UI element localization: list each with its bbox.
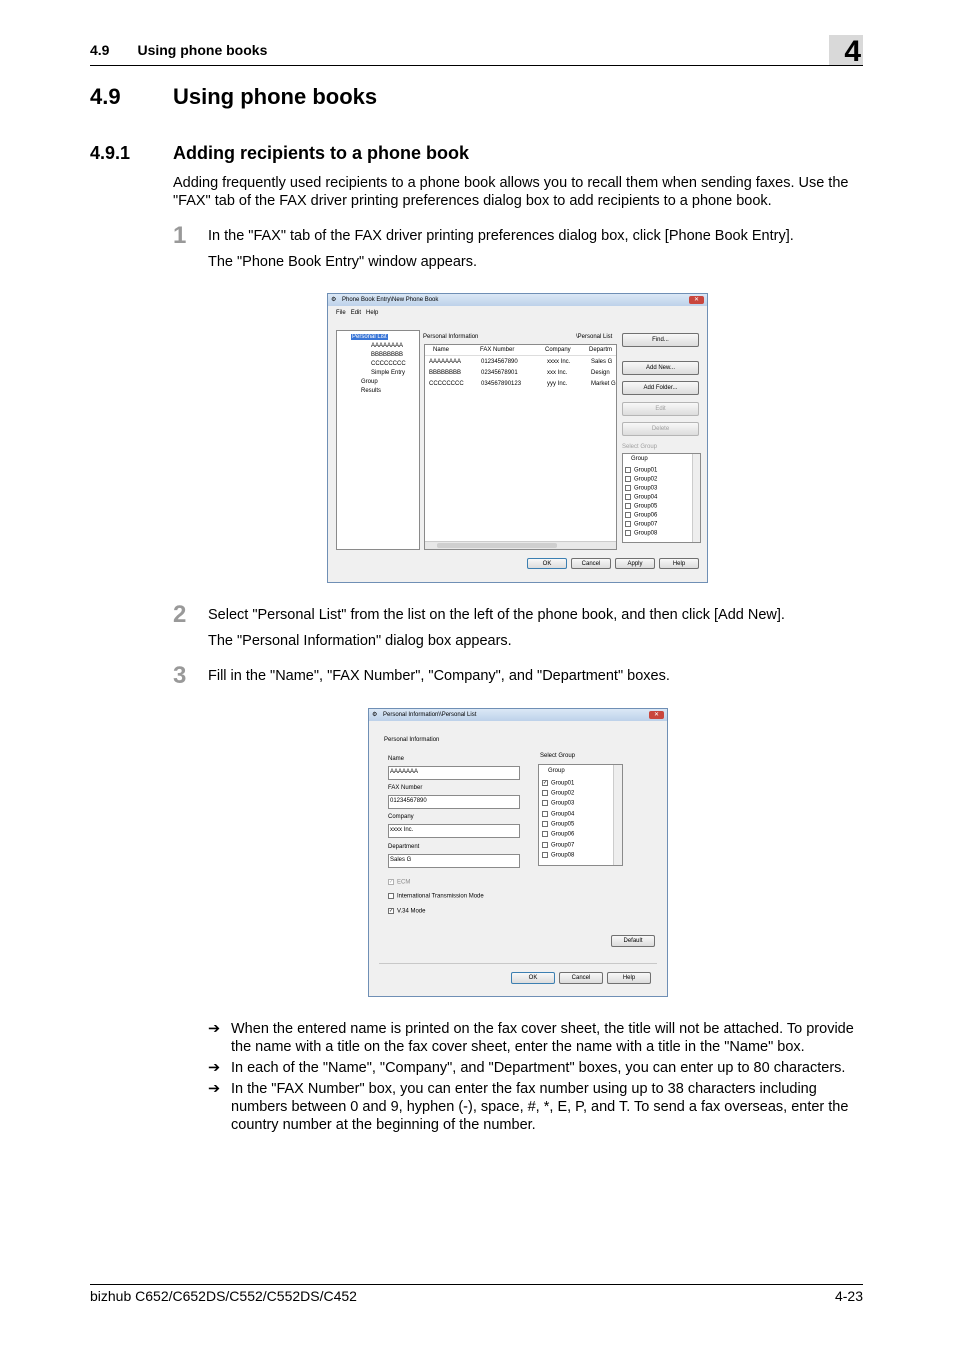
- cell-department: Sales G: [591, 359, 613, 365]
- list-header: [425, 345, 616, 356]
- checkbox[interactable]: [625, 476, 631, 482]
- window-title: Phone Book Entry\New Phone Book: [342, 297, 439, 303]
- step-number: 2: [173, 601, 187, 628]
- delete-button[interactable]: Delete: [622, 422, 699, 436]
- cancel-button[interactable]: Cancel: [571, 558, 611, 569]
- note-item: ➔ When the entered name is printed on the fax cover sheet, the title will not be attached. To provide the name with a title on the fax cover sheet, enter the name with a title in the "Name" box.: [208, 1021, 854, 1055]
- divider: [379, 963, 657, 964]
- group-item[interactable]: ✓ Group01: [543, 780, 575, 787]
- group-list: [622, 453, 701, 543]
- subsection-heading: [90, 143, 470, 164]
- tree-panel: [336, 330, 420, 550]
- international-transmission-option[interactable]: International Transmission Mode: [388, 893, 484, 900]
- cell-fax: 01234567890: [481, 359, 518, 365]
- cell-company: xxx Inc.: [547, 370, 568, 376]
- arrow-icon: ➔: [208, 1060, 221, 1076]
- apply-button[interactable]: Apply: [615, 558, 655, 569]
- help-button[interactable]: Help: [607, 972, 651, 984]
- column-header[interactable]: Departm: [589, 347, 613, 353]
- group-list: [538, 764, 623, 866]
- close-icon[interactable]: ✕: [689, 296, 704, 304]
- cell-name: BBBBBBBB: [429, 370, 462, 376]
- tree-item[interactable]: CCCCCCCC: [371, 361, 406, 367]
- checkbox[interactable]: [542, 852, 548, 858]
- notes-list: [208, 1020, 864, 1137]
- step-number: 1: [173, 222, 187, 249]
- select-group-label: Select Group: [540, 753, 576, 759]
- cell-company: yyy Inc.: [547, 381, 568, 387]
- find-button[interactable]: Find...: [622, 333, 699, 347]
- header-section-number: 4.9: [90, 42, 110, 58]
- step-text: Select "Personal List" from the list on the left of the phone book, and then click [Add New].: [208, 607, 785, 623]
- chapter-tab: 4: [829, 35, 863, 65]
- phone-book-entry-window: [327, 293, 708, 583]
- subsection-title: Adding recipients to a phone book: [173, 143, 470, 163]
- step-text: Fill in the "Name", "FAX Number", "Company", and "Department" boxes.: [208, 668, 670, 684]
- checkbox[interactable]: [625, 485, 631, 491]
- cell-fax: 034567890123: [481, 381, 522, 387]
- header-rule: [90, 65, 863, 66]
- dialog-title: Personal Information\\Personal List: [383, 712, 477, 718]
- step-text: In the "FAX" tab of the FAX driver printing preferences dialog box, click [Phone Book Entry].: [208, 228, 794, 244]
- group-item[interactable]: Group01: [625, 467, 657, 474]
- tree-item[interactable]: Results: [361, 388, 382, 394]
- group-item[interactable]: Group07: [542, 842, 574, 849]
- checkbox[interactable]: [542, 821, 548, 827]
- arrow-icon: ➔: [208, 1081, 221, 1097]
- help-button[interactable]: Help: [659, 558, 699, 569]
- table-row[interactable]: [425, 370, 616, 379]
- cell-department: Market G: [591, 381, 616, 387]
- company-field[interactable]: xxxx Inc.: [388, 824, 520, 838]
- department-field[interactable]: Sales G: [388, 854, 520, 868]
- menu-file[interactable]: File: [336, 310, 346, 316]
- footer-model: bizhub C652/C652DS/C552/C552DS/C452: [90, 1288, 357, 1304]
- fax-number-field[interactable]: 01234567890: [388, 795, 520, 809]
- section-title: Using phone books: [173, 84, 378, 109]
- window-titlebar: [328, 294, 707, 306]
- column-header[interactable]: Company: [545, 347, 571, 353]
- list-caption: Personal Information: [423, 334, 479, 340]
- cell-company: xxxx Inc.: [547, 359, 571, 365]
- group-column-header: Group: [548, 768, 565, 774]
- add-new-button[interactable]: Add New...: [622, 361, 699, 375]
- vertical-scrollbar[interactable]: [692, 454, 700, 542]
- group-item[interactable]: Group05: [625, 503, 657, 510]
- checkbox[interactable]: [625, 503, 631, 509]
- column-header[interactable]: Name: [433, 347, 450, 353]
- checkbox[interactable]: [625, 530, 631, 536]
- group-item[interactable]: Group04: [542, 811, 574, 818]
- add-folder-button[interactable]: Add Folder...: [622, 381, 699, 395]
- checkbox[interactable]: [388, 893, 394, 899]
- checkbox[interactable]: [542, 790, 548, 796]
- edit-button[interactable]: Edit: [622, 402, 699, 416]
- checkbox[interactable]: [625, 467, 631, 473]
- company-label: Company: [388, 814, 414, 820]
- arrow-icon: ➔: [208, 1021, 221, 1037]
- menu-bar: [336, 310, 378, 316]
- checkbox[interactable]: [542, 811, 548, 817]
- step-result: The "Personal Information" dialog box appears.: [208, 633, 512, 649]
- vertical-scrollbar[interactable]: [613, 765, 622, 865]
- group-item[interactable]: Group08: [542, 852, 574, 859]
- ecm-option[interactable]: ✓ ECM: [389, 879, 411, 886]
- select-group-label: Select Group: [622, 444, 658, 450]
- group-item[interactable]: Group04: [625, 494, 657, 501]
- tree-item[interactable]: Simple Entry: [371, 370, 406, 376]
- checkbox-checked[interactable]: ✓: [389, 908, 394, 914]
- page-number: 4-23: [834, 1288, 863, 1304]
- close-icon[interactable]: ✕: [649, 711, 664, 719]
- list-path: \Personal List: [576, 334, 613, 340]
- step-result: The "Phone Book Entry" window appears.: [208, 254, 478, 270]
- step-number: 3: [173, 662, 187, 689]
- checkbox[interactable]: [625, 494, 631, 500]
- checkbox-checked-disabled[interactable]: ✓: [389, 879, 394, 885]
- checkbox[interactable]: [542, 831, 548, 837]
- column-header[interactable]: FAX Number: [480, 347, 515, 353]
- menu-help[interactable]: Help: [366, 310, 379, 316]
- note-item: ➔ In the "FAX Number" box, you can enter the fax number using up to 38 characters including numbers between 0 and 9, hyphen (-), space, #, *, E, P, and T. To send a fax overseas, enter the country number at the beginning of the number.: [208, 1081, 849, 1133]
- v34-mode-option[interactable]: ✓ V.34 Mode: [389, 908, 426, 915]
- section-number: 4.9: [90, 84, 121, 109]
- checkbox[interactable]: [625, 512, 631, 518]
- default-button[interactable]: Default: [611, 935, 655, 947]
- group-column-header: Group: [631, 456, 648, 462]
- group-item[interactable]: Group08: [625, 530, 657, 537]
- ok-button[interactable]: OK: [527, 558, 567, 569]
- personal-information-dialog: [368, 708, 668, 997]
- app-icon: ⚙: [331, 297, 337, 303]
- group-item[interactable]: Group03: [542, 800, 574, 807]
- section-label: Personal Information: [384, 737, 440, 743]
- checkbox[interactable]: [542, 800, 548, 806]
- note-item: ➔ In each of the "Name", "Company", and "Department" boxes, you can enter up to 80 characters.: [208, 1060, 846, 1076]
- ok-button[interactable]: OK: [511, 972, 555, 984]
- cell-fax: 02345678901: [481, 370, 518, 376]
- cell-name: CCCCCCCC: [429, 381, 464, 387]
- group-item[interactable]: Group02: [542, 790, 574, 797]
- checkbox-checked[interactable]: ✓: [543, 780, 548, 786]
- footer-rule: [90, 1284, 863, 1285]
- checkbox[interactable]: [542, 842, 548, 848]
- group-item[interactable]: Group02: [625, 476, 657, 483]
- checkbox[interactable]: [625, 521, 631, 527]
- name-label: Name: [388, 756, 405, 762]
- subsection-number: 4.9.1: [90, 143, 131, 163]
- table-row[interactable]: [425, 381, 616, 390]
- group-item[interactable]: Group03: [625, 485, 657, 492]
- dialog-titlebar: [369, 709, 667, 721]
- recipient-list: [424, 344, 617, 550]
- horizontal-scrollbar[interactable]: [425, 541, 616, 549]
- cancel-button[interactable]: Cancel: [559, 972, 603, 984]
- scroll-thumb[interactable]: [437, 543, 557, 548]
- cell-department: Design: [591, 370, 610, 376]
- header-section-title: Using phone books: [137, 42, 268, 58]
- app-icon: ⚙: [372, 712, 378, 718]
- name-field[interactable]: AAAAAAA: [388, 766, 520, 780]
- cell-name: AAAAAAAA: [429, 359, 462, 365]
- running-header: [90, 42, 267, 58]
- tree-item[interactable]: AAAAAAAA: [371, 343, 404, 349]
- intro-paragraph: Adding frequently used recipients to a phone book allows you to recall them when sending faxes. Use the "FAX" tab of the FAX driver printing preferences dialog box to add recipients to a phone book.: [173, 175, 849, 209]
- section-heading: [90, 84, 378, 110]
- tree-item[interactable]: BBBBBBBB: [371, 352, 404, 358]
- group-item[interactable]: Group07: [625, 521, 657, 528]
- fax-number-label: FAX Number: [388, 785, 423, 791]
- group-item[interactable]: Group06: [625, 512, 657, 519]
- table-row[interactable]: [425, 359, 616, 368]
- department-label: Department: [388, 844, 420, 850]
- menu-edit[interactable]: Edit: [350, 310, 362, 316]
- tree-item[interactable]: Group: [361, 379, 378, 385]
- group-item[interactable]: Group05: [542, 821, 574, 828]
- group-item[interactable]: Group06: [542, 831, 574, 838]
- tree-personal-list[interactable]: Personal List: [352, 334, 387, 340]
